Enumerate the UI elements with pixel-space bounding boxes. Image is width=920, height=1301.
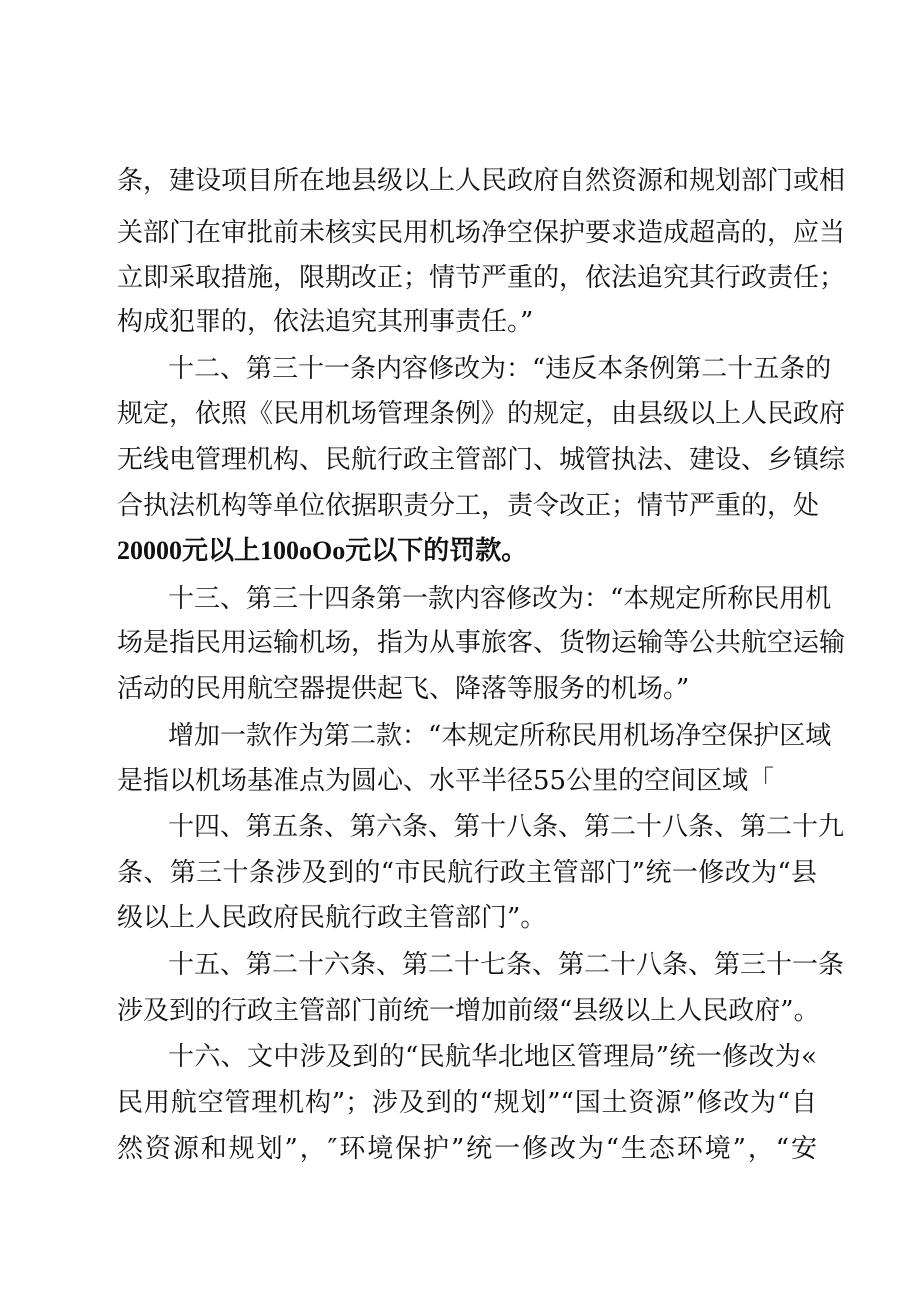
text-line: 十三、第三十四条第一款内容修改为：“本规定所称民用机	[168, 584, 832, 614]
text-line: 场是指民用运输机场，指为从事旅客、货物运输等公共航空运输	[117, 628, 846, 658]
text-line: 十二、第三十一条内容修改为：“违反本条例第二十五条的	[168, 354, 832, 384]
text-line: 涉及到的行政主管部门前统一增加前缀“县级以上人民政府”。	[117, 996, 820, 1026]
text-line: 条、第三十条涉及到的“市民航行政主管部门”统一修改为“县	[117, 858, 817, 888]
text-line: 合执法机构等单位依据职责分工，责令改正；情节严重的，处	[117, 491, 820, 521]
text-line: 关部门在审批前未核实民用机场净空保护要求造成超高的，应当	[117, 218, 846, 248]
text-line: 然资源和规划”，″环境保护”统一修改为“生态环境”，“安	[117, 1134, 817, 1164]
text-line: 构成犯罪的，依法追究其刑事责任。”	[117, 307, 534, 337]
text-line: 活动的民用航空器提供起飞、降落等服务的机场。”	[117, 674, 690, 704]
text-line: 级以上人民政府民航行政主管部门”。	[117, 903, 547, 933]
text-line: 十五、第二十六条、第二十七条、第二十八条、第三十一条	[168, 950, 845, 980]
text-line: 无线电管理机构、民航行政主管部门、城管执法、建设、乡镇综	[117, 445, 846, 475]
text-line: 十四、第五条、第六条、第十八条、第二十八条、第二十九	[168, 812, 845, 842]
text-line: 条，建设项目所在地县级以上人民政府自然资源和规划部门或相	[117, 166, 846, 196]
text-line: 是指以机场基准点为圆心、水平半径55公里的空间区域「	[117, 766, 775, 796]
text-line: 十六、文中涉及到的“民航华北地区管理局”统一修改为«	[168, 1042, 817, 1072]
text-line: 增加一款作为第二款：“本规定所称民用机场净空保护区域	[168, 721, 832, 751]
text-line: 立即采取措施，限期改正；情节严重的，依法追究其行政责任；	[117, 263, 846, 293]
text-line: 民用航空管理机构”；涉及到的“规划”“国土资源”修改为“自	[117, 1088, 817, 1118]
text-line: 规定，依照《民用机场管理条例》的规定，由县级以上人民政府	[117, 399, 846, 429]
text-line: 20000元以上100oOo元以下的罚款。	[117, 536, 528, 565]
